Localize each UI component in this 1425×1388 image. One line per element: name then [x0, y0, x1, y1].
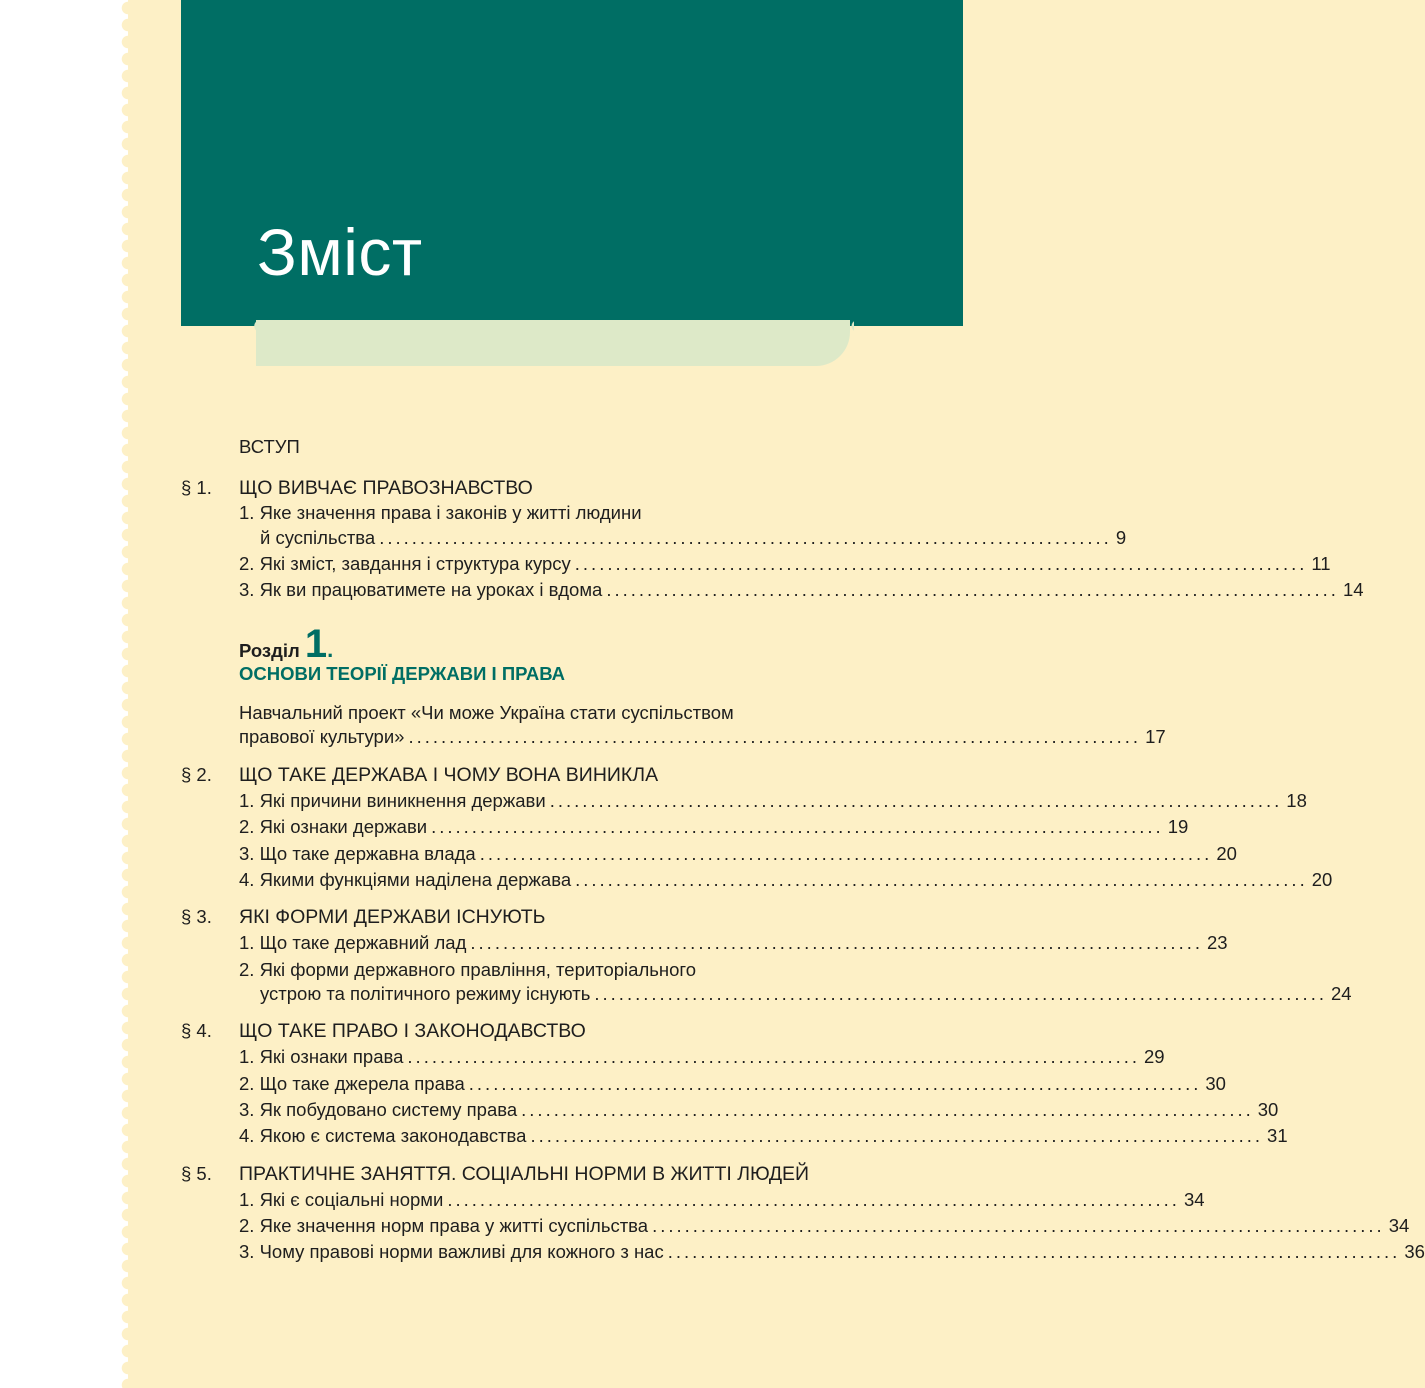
toc-entry-text: 4. Якою є система законодавства	[239, 1125, 527, 1146]
toc-entry-text: Навчальний проект «Чи може Україна стати суспільством	[239, 702, 734, 723]
toc-entry-text: й суспільства	[260, 527, 376, 548]
leader-dots: ..........................................................................................	[408, 726, 1142, 747]
page-number: 30	[1205, 1073, 1226, 1094]
part-dot: .	[327, 637, 334, 662]
toc-entry[interactable]	[239, 931, 1228, 955]
section-number: § 3.	[181, 906, 212, 927]
toc-entry[interactable]	[239, 1240, 1425, 1264]
leader-dots: ..........................................................................................	[575, 869, 1308, 890]
leader-dots: ..........................................................................................	[407, 1046, 1141, 1067]
toc-entry[interactable]	[239, 725, 1166, 749]
leader-dots: ..........................................................................................	[431, 816, 1164, 837]
perforation-edge	[118, 0, 138, 1388]
page-number: 30	[1257, 1099, 1279, 1120]
toc-entry-text: 4. Якими функціями наділена держава	[239, 869, 572, 890]
page-number: 11	[1311, 553, 1331, 574]
toc-entry-text: 3. Як побудовано систему права	[239, 1099, 518, 1120]
page-number: 29	[1144, 1046, 1165, 1067]
page-number: 20	[1216, 843, 1237, 864]
toc-entry-text: 2. Які форми державного правління, територіального	[239, 959, 697, 980]
perforated-margin	[0, 0, 128, 1388]
section-title: ЯКІ ФОРМИ ДЕРЖАВИ ІСНУЮТЬ	[239, 906, 546, 928]
leader-dots: ..........................................................................................	[549, 790, 1283, 811]
toc-entry[interactable]	[239, 1124, 1288, 1148]
page-number: 14	[1342, 579, 1364, 600]
page-number: 19	[1167, 816, 1189, 837]
leader-dots: ..........................................................................................	[379, 527, 1112, 548]
part-title: ОСНОВИ ТЕОРІЇ ДЕРЖАВИ І ПРАВА	[239, 663, 565, 684]
toc-entry-text: 1. Які причини виникнення держави	[239, 790, 546, 811]
leader-dots: ..........................................................................................	[447, 1189, 1180, 1210]
leader-dots: ..........................................................................................	[521, 1099, 1254, 1120]
section-number: § 2.	[181, 764, 212, 785]
toc-entry-text: 3. Чому правові норми важливі для кожного з нас	[239, 1241, 664, 1262]
page-number: 24	[1330, 983, 1352, 1004]
header-tab-scallops	[252, 320, 854, 332]
toc-entry-text: правової культури»	[239, 726, 405, 747]
toc-entry-text: 2. Яке значення норм права у житті суспільства	[239, 1215, 649, 1236]
section-title: ПРАКТИЧНЕ ЗАНЯТТЯ. СОЦІАЛЬНІ НОРМИ В ЖИТТІ ЛЮДЕЙ	[239, 1163, 810, 1185]
toc-entry[interactable]	[239, 1098, 1279, 1122]
page-number: 20	[1311, 869, 1333, 890]
toc-entry-text: 1. Що таке державний лад	[239, 932, 467, 953]
part-number: 1	[304, 622, 328, 666]
section-title: ЩО ТАКЕ ДЕРЖАВА І ЧОМУ ВОНА ВИНИКЛА	[239, 764, 659, 786]
toc-entry-text: 1. Яке значення права і законів у житті людини	[239, 502, 642, 523]
toc-entry[interactable]	[239, 789, 1307, 813]
leader-dots: ..........................................................................................	[594, 983, 1327, 1004]
leader-dots: ..........................................................................................	[574, 553, 1308, 574]
page-number: 23	[1207, 932, 1228, 953]
toc-entry-text: 2. Які ознаки держави	[239, 816, 428, 837]
page-number: 34	[1183, 1189, 1205, 1210]
toc-entry[interactable]	[239, 1214, 1410, 1238]
page-title: Зміст	[257, 215, 423, 289]
toc-entry[interactable]	[260, 982, 1352, 1006]
toc-entry[interactable]	[260, 526, 1127, 550]
toc-entry-text: 2. Що таке джерела права	[239, 1073, 465, 1094]
leader-dots: ..........................................................................................	[468, 1073, 1202, 1094]
toc-entry[interactable]	[239, 815, 1189, 839]
leader-dots: ..........................................................................................	[530, 1125, 1264, 1146]
toc-entry[interactable]	[239, 842, 1237, 866]
toc-entry[interactable]	[239, 1045, 1165, 1069]
toc-entry[interactable]	[239, 578, 1364, 602]
section-number: § 5.	[181, 1163, 212, 1184]
page-number: 18	[1286, 790, 1307, 811]
page-number: 17	[1145, 726, 1166, 747]
toc-entry-text: 3. Як ви працюватимете на уроках і вдома	[239, 579, 603, 600]
toc-entry[interactable]	[239, 868, 1333, 892]
page-number: 34	[1388, 1215, 1410, 1236]
leader-dots: ..........................................................................................	[606, 579, 1339, 600]
toc-entry-text: 1. Які є соціальні норми	[239, 1189, 444, 1210]
toc-entry-text: 2. Які зміст, завдання і структура курсу	[239, 553, 571, 574]
page-number: 31	[1267, 1125, 1288, 1146]
part-heading	[239, 622, 333, 667]
section-number: § 1.	[181, 477, 212, 498]
page-number: 36	[1404, 1241, 1425, 1262]
leader-dots: ..........................................................................................	[479, 843, 1213, 864]
leader-dots: ..........................................................................................	[470, 932, 1203, 953]
section-number: § 4.	[181, 1020, 212, 1041]
section-title: ЩО ТАКЕ ПРАВО І ЗАКОНОДАВСТВО	[239, 1020, 586, 1042]
leader-dots: ..........................................................................................	[667, 1241, 1401, 1262]
header-banner	[181, 0, 963, 326]
intro-heading: ВСТУП	[239, 436, 300, 457]
toc-entry[interactable]	[239, 552, 1331, 576]
part-label: Розділ	[239, 640, 300, 661]
leader-dots: ..........................................................................................	[652, 1215, 1385, 1236]
toc-entry[interactable]	[239, 1188, 1205, 1212]
toc-entry-text: устрою та політичного режиму існують	[260, 983, 591, 1004]
page-number: 9	[1115, 527, 1127, 548]
toc-entry-text: 3. Що таке державна влада	[239, 843, 476, 864]
toc-entry-text: 1. Які ознаки права	[239, 1046, 404, 1067]
section-title: ЩО ВИВЧАЄ ПРАВОЗНАВСТВО	[239, 477, 533, 499]
toc-entry[interactable]	[239, 1072, 1226, 1096]
